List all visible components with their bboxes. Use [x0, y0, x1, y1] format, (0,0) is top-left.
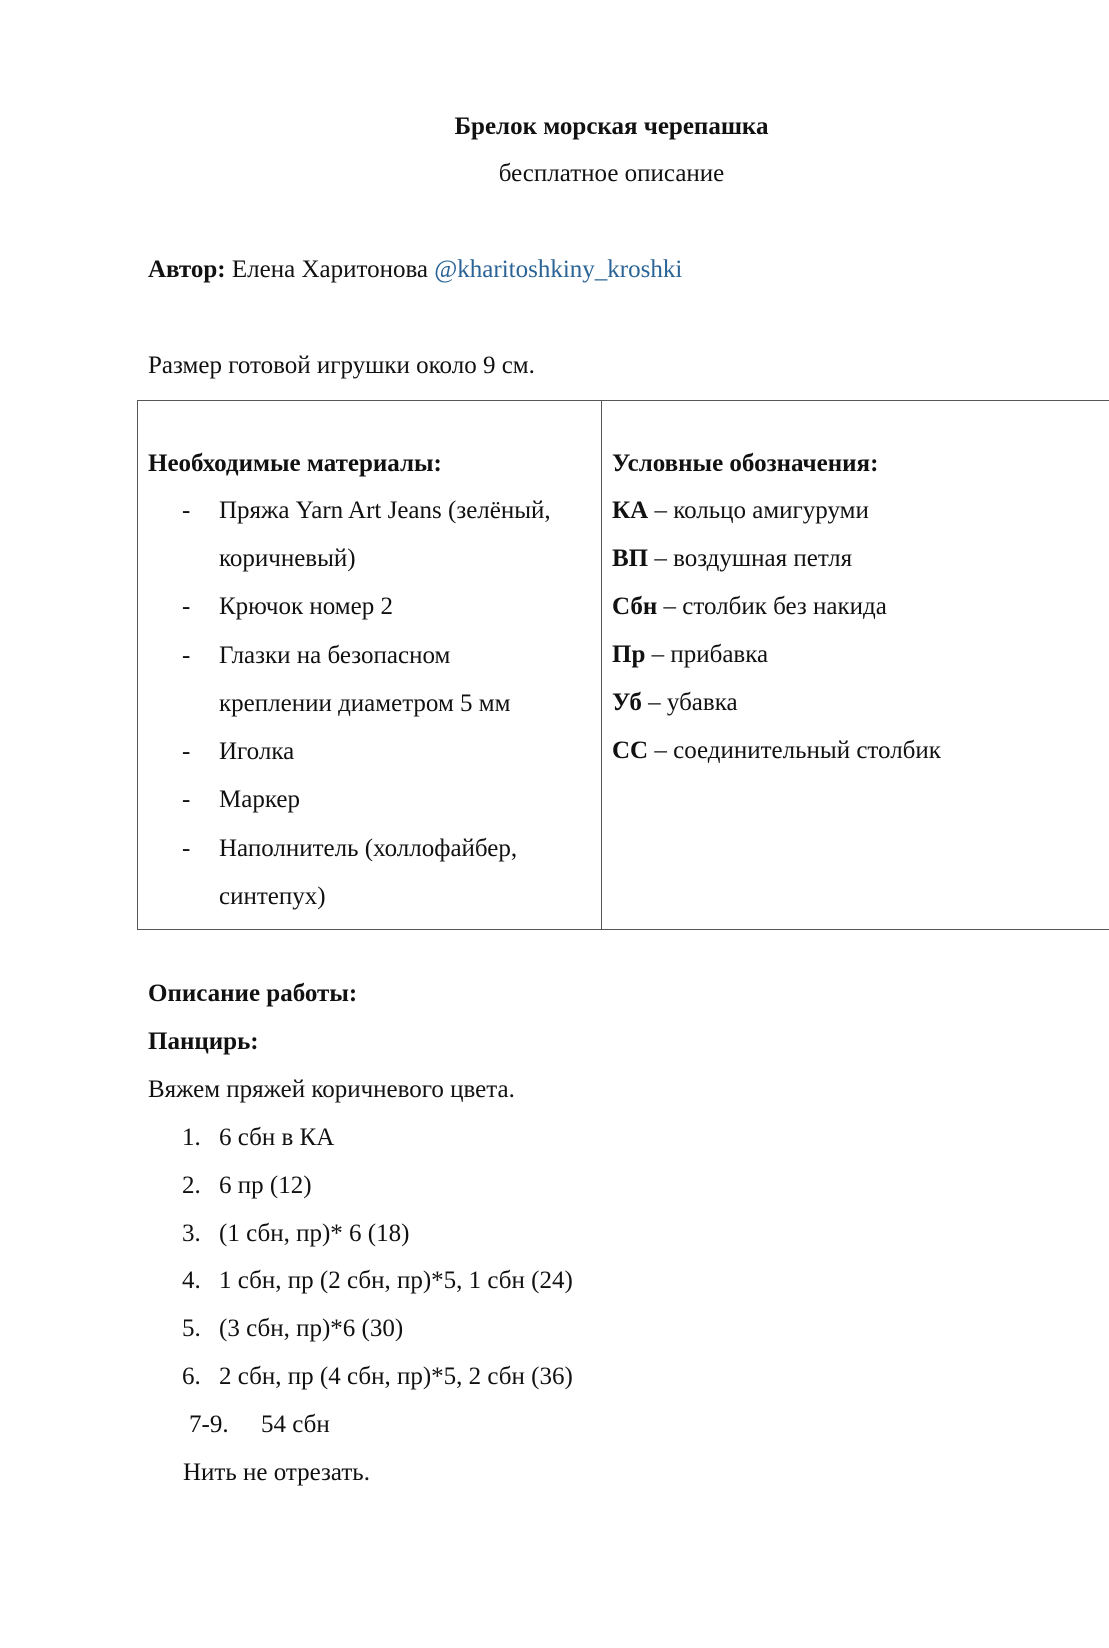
step-text: 1 сбн, пр (2 сбн, пр)*5, 1 сбн (24): [219, 1267, 573, 1294]
shell-section-title: Панцирь:: [148, 1028, 259, 1055]
step-number: 5.: [182, 1315, 201, 1342]
list-bullet: -: [182, 835, 191, 862]
step-number: 2.: [182, 1172, 201, 1199]
material-item-stuffing-line2: синтепух): [219, 883, 326, 910]
materials-heading: Необходимые материалы:: [148, 450, 442, 477]
legend-text: – соединительный столбик: [648, 737, 941, 764]
legend-abbr: СС: [612, 737, 649, 764]
list-bullet: -: [182, 738, 191, 765]
legend-abbr: Пр: [612, 641, 646, 668]
legend-text: – кольцо амигуруми: [648, 497, 869, 524]
step-text: 6 сбн в КА: [219, 1124, 335, 1151]
legend-text: – столбик без накида: [657, 593, 887, 620]
legend-abbr: Сбн: [612, 593, 658, 620]
step-number: 6.: [182, 1363, 201, 1390]
author-handle-link[interactable]: @kharitoshkiny_kroshki: [434, 256, 683, 283]
step-number: 3.: [182, 1220, 201, 1247]
legend-item-pr: [612, 641, 768, 669]
legend-abbr: КА: [612, 497, 649, 524]
table-column-divider: [601, 401, 602, 929]
step-number: 1.: [182, 1124, 201, 1151]
step-text: (1 сбн, пр)* 6 (18): [219, 1220, 410, 1247]
legend-text: – прибавка: [645, 641, 769, 668]
list-bullet: -: [182, 593, 191, 620]
closing-note: Нить не отрезать.: [183, 1459, 370, 1486]
list-bullet: -: [182, 642, 191, 669]
shell-intro-text: Вяжем пряжей коричневого цвета.: [148, 1076, 515, 1103]
step-number: 4.: [182, 1267, 201, 1294]
author-line: [148, 256, 682, 284]
legend-text: – убавка: [641, 689, 738, 716]
list-bullet: -: [182, 497, 191, 524]
document-subtitle: бесплатное описание: [498, 160, 725, 187]
legend-heading: Условные обозначения:: [612, 450, 879, 477]
legend-text: – воздушная петля: [648, 545, 853, 572]
material-item-yarn-line2: коричневый): [219, 545, 356, 572]
description-heading: Описание работы:: [148, 980, 358, 1007]
legend-item-ub: [612, 689, 738, 717]
step-text: 2 сбн, пр (4 сбн, пр)*5, 2 сбн (36): [219, 1363, 573, 1390]
legend-item-sbn: [612, 593, 887, 621]
material-item-eyes-line1: Глазки на безопасном: [219, 642, 451, 669]
material-item-yarn-line1: Пряжа Yarn Art Jeans (зелёный,: [219, 497, 551, 524]
legend-item-ss: [612, 737, 941, 765]
author-label: Автор:: [148, 256, 226, 283]
author-name: Елена Харитонова: [231, 256, 429, 283]
material-item-needle: Иголка: [219, 738, 295, 765]
legend-item-ka: [612, 497, 869, 525]
step-number: 7-9.: [189, 1411, 229, 1438]
material-item-stuffing-line1: Наполнитель (холлофайбер,: [219, 835, 518, 862]
toy-size-text: Размер готовой игрушки около 9 см.: [148, 352, 535, 379]
list-bullet: -: [182, 786, 191, 813]
legend-abbr: ВП: [612, 545, 649, 572]
legend-abbr: Уб: [612, 689, 642, 716]
step-text: (3 сбн, пр)*6 (30): [219, 1315, 404, 1342]
material-item-eyes-line2: креплении диаметром 5 мм: [219, 690, 511, 717]
step-text: 6 пр (12): [219, 1172, 312, 1199]
legend-item-vp: [612, 545, 852, 573]
material-item-hook: Крючок номер 2: [219, 593, 393, 620]
document-title: Брелок морская черепашка: [454, 113, 769, 140]
material-item-marker: Маркер: [219, 786, 300, 813]
step-text: 54 сбн: [261, 1411, 330, 1438]
